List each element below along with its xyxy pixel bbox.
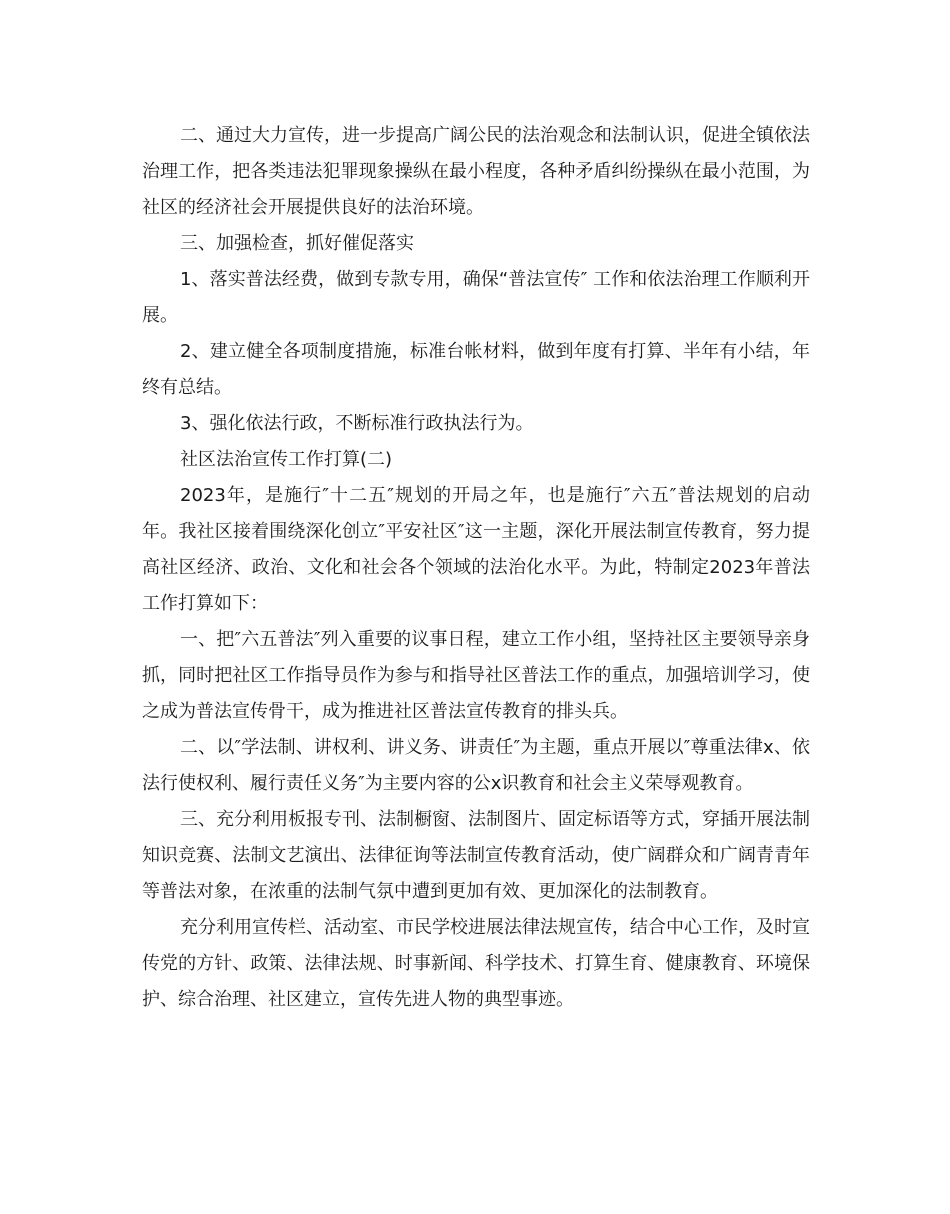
list-item: 2、建立健全各项制度措施，标准台帐材料，做到年度有打算、半年有小结，年终有总结。 [142, 341, 810, 398]
paragraph: 二、以″学法制、讲权利、讲义务、讲责任″为主题，重点开展以″尊重法律x、依法行使权利、履行责任义务″为主要内容的公x识教育和社会主义荣辱观教育。 [142, 737, 810, 794]
document-subtitle: 社区法治宣传工作打算(二) [180, 449, 393, 470]
paragraph: 充分利用宣传栏、活动室、市民学校进展法律法规宣传，结合中心工作，及时宣传党的方针、政策、法律法规、时事新闻、科学技术、打算生育、健康教育、环境保护、综合治理、社区建立，宣传先进人物的典型事迹。 [142, 917, 810, 1010]
list-item: 3、强化依法行政，不断标准行政执法行为。 [180, 413, 534, 434]
paragraph: 2023年，是施行″十二五″规划的开局之年，也是施行″六五″普法规划的启动年。我社区接着围绕深化创立″平安社区″这一主题，深化开展法制宣传教育，努力提高社区经济、政治、文化和社会各个领域的法治化水平。为此，特制定2023年普法工作打算如下： [142, 485, 810, 614]
paragraph: 一、把″六五普法″列入重要的议事日程，建立工作小组，坚持社区主要领导亲身抓，同时把社区工作指导员作为参与和指导社区普法工作的重点，加强培训学习，使之成为普法宣传骨干，成为推进社区普法宣传教育的排头兵。 [142, 629, 810, 722]
paragraph: 三、充分利用板报专刊、法制橱窗、法制图片、固定标语等方式，穿插开展法制知识竞赛、法制文艺演出、法律征询等法制宣传教育活动，使广阔群众和广阔青青年等普法对象，在浓重的法制气氛中遭到更加有效、更加深化的法制教育。 [142, 809, 810, 902]
list-item: 1、落实普法经费，做到专款专用，确保“普法宣传″ 工作和依法治理工作顺利开展。 [142, 269, 810, 326]
document-body [142, 118, 810, 1018]
paragraph: 二、通过大力宣传，进一步提高广阔公民的法治观念和法制认识，促进全镇依法治理工作，把各类违法犯罪现象操纵在最小程度，各种矛盾纠纷操纵在最小范围，为社区的经济社会开展提供良好的法治环境。 [142, 125, 810, 218]
section-heading: 三、加强检查，抓好催促落实 [180, 233, 414, 254]
